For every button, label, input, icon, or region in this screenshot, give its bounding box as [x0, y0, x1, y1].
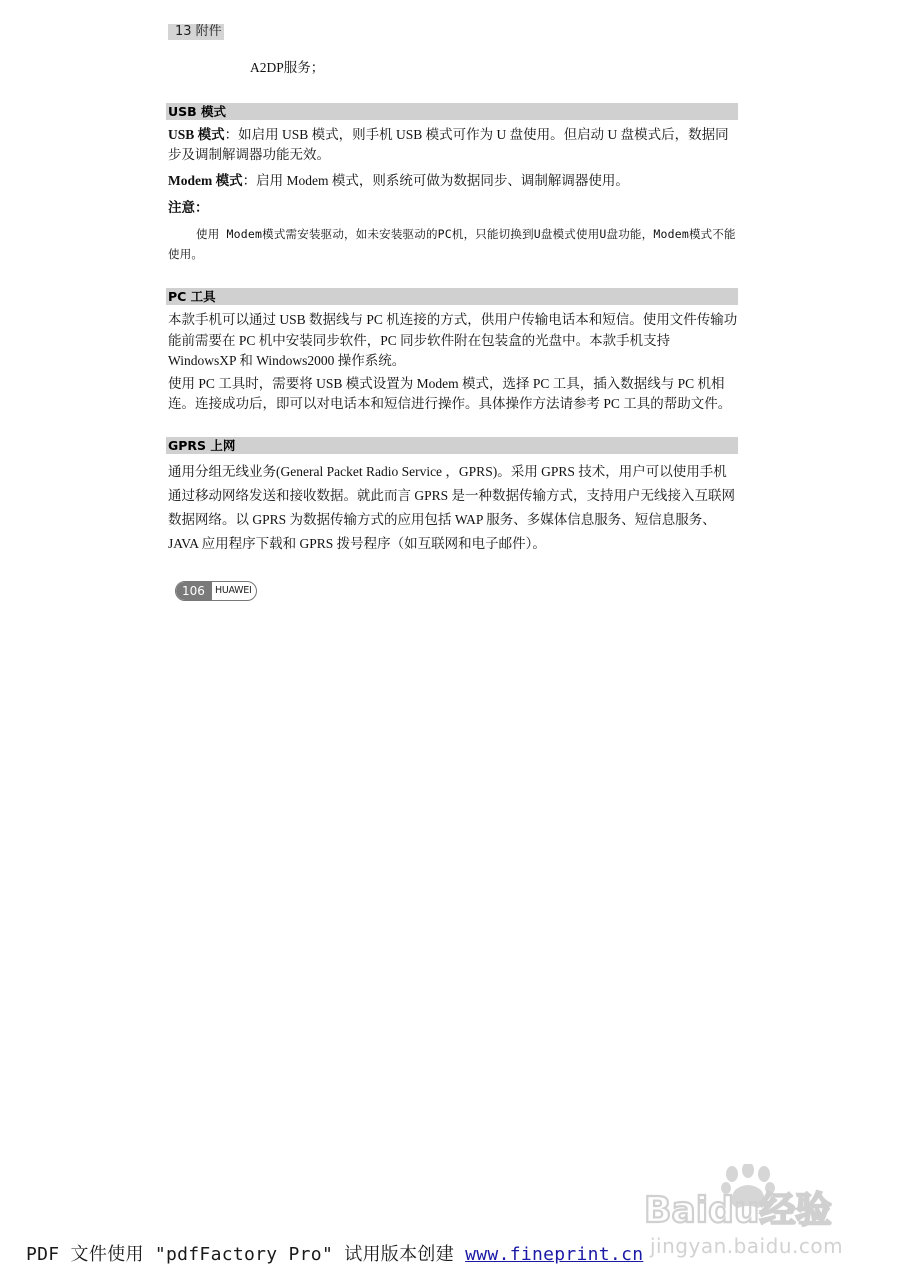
baidu-paw-logo-icon	[640, 1164, 890, 1234]
fineprint-link[interactable]: www.fineprint.cn	[465, 1244, 644, 1265]
page-number: 106	[176, 582, 212, 600]
chapter-tab: 13 附件	[168, 24, 224, 40]
note-label	[168, 198, 738, 218]
usb-mode-label: USB 模式	[168, 127, 225, 142]
note-text: 使用 Modem模式需安装驱动，如未安装驱动的PC机，只能切换到U盘模式使用U盘功能，Modem模式不能使用。	[168, 227, 736, 261]
pdf-notice-text: PDF 文件使用 "pdfFactory Pro" 试用版本创建	[26, 1244, 466, 1265]
section-heading-gprs: GPRS 上网	[166, 437, 738, 454]
modem-mode-label: Modem 模式	[168, 173, 243, 188]
pc-tools-paragraph-2: 使用 PC 工具时，需要将 USB 模式设置为 Modem 模式，选择 PC 工具，插入数据线与 PC 机相连。连接成功后，即可以对电话本和短信进行操作。具体操作方法请参考 PC 工具的帮助文件。	[168, 376, 732, 411]
pc-tools-paragraph-1: 本款手机可以通过 USB 数据线与 PC 机连接的方式，供用户传输电话本和短信。使用文件传输功能前需要在 PC 机中安装同步软件，PC 同步软件附在包装盒的光盘中。本款手机支持 WindowsXP 和 Windows2000 操作系统。	[168, 312, 738, 368]
intro-line: A2DP服务；	[250, 60, 325, 75]
watermark-site: jingyan.baidu.com	[650, 1234, 844, 1258]
usb-mode-paragraph	[168, 125, 738, 165]
note-label-text: 注意：	[168, 200, 209, 215]
baidu-logo-text: Baidu经验	[644, 1190, 832, 1231]
modem-mode-text: ：启用 Modem 模式，则系统可做为数据同步、调制解调器使用。	[242, 173, 629, 188]
pdf-factory-notice	[26, 1244, 643, 1266]
baidu-watermark	[640, 1150, 890, 1270]
page-number-badge	[175, 581, 257, 601]
section-heading-pc-tools: PC 工具	[166, 288, 738, 305]
usb-mode-text: ：如启用 USB 模式，则手机 USB 模式可作为 U 盘使用。但启动 U 盘模式后，数据同步及调制解调器功能无效。	[168, 127, 729, 162]
section-heading-usb: USB 模式	[166, 103, 738, 120]
modem-mode-paragraph	[168, 171, 738, 191]
gprs-paragraph: 通用分组无线业务(General Packet Radio Service ，GPRS)。采用 GPRS 技术，用户可以使用手机通过移动网络发送和接收数据。就此而言 GPRS 是一种数据传输方式，支持用户无线接入互联网数据网络。以 GPRS 为数据传输方式的应用包括 WAP 服务、多媒体信息服务、短信息服务、JAVA 应用程序下载和 GPRS 拨号程序（如互联网和电子邮件）。	[168, 464, 736, 551]
brand-name: HUAWEI	[215, 585, 252, 596]
